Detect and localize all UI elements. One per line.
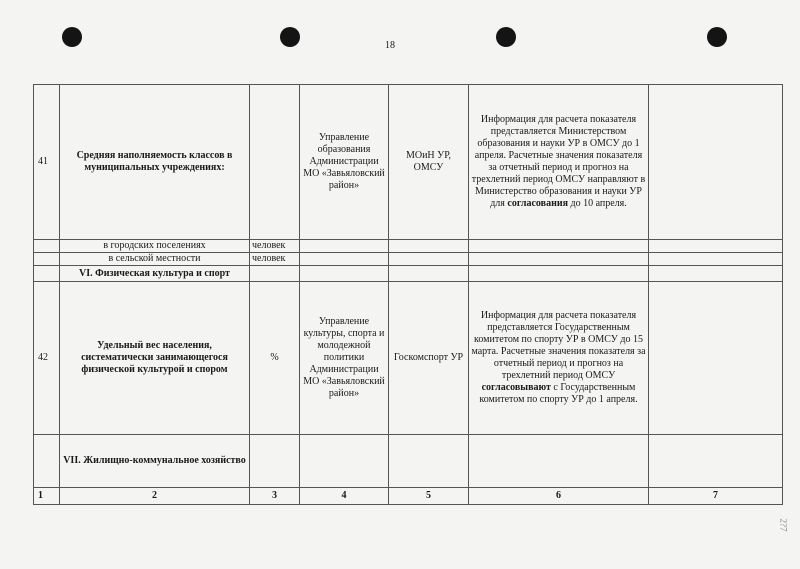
indicator-name: Удельный вес населения, систематически занимающегося физической культурой и спором: [60, 282, 250, 435]
column-number: 2: [60, 488, 250, 505]
section-row: [34, 266, 783, 282]
section-row: [34, 435, 783, 488]
table-row: [34, 253, 783, 266]
column-number: 3: [250, 488, 300, 505]
indicator-table: [33, 84, 783, 505]
column-number: 6: [469, 488, 649, 505]
section-heading: VII. Жилищно-коммунальное хозяйство: [60, 435, 250, 488]
emphasis-text: согласования: [507, 198, 568, 209]
responsible-cell: Управление образования Администрации МО «Завьяловский район»: [300, 85, 389, 240]
column-number: 4: [300, 488, 389, 505]
unit-cell: %: [250, 282, 300, 435]
subitem-name: в сельской местности: [60, 253, 250, 266]
source-cell: Госкомспорт УР: [389, 282, 469, 435]
responsible-cell: Управление культуры, спорта и молодежной политики Администрации МО «Завьяловский район»: [300, 282, 389, 435]
column-number-row: [34, 488, 783, 505]
binder-hole: [280, 27, 300, 47]
section-heading: VI. Физическая культура и спорт: [60, 266, 250, 282]
page-number: 18: [385, 40, 395, 51]
indicator-name: Средняя наполняемость классов в муниципальных учреждениях:: [60, 85, 250, 240]
unit-cell: [250, 85, 300, 240]
table-row: [34, 85, 783, 240]
source-cell: МОиН УР, ОМСУ: [389, 85, 469, 240]
column-number: 5: [389, 488, 469, 505]
column-number: 7: [649, 488, 783, 505]
emphasis-text: согласовывают: [481, 382, 551, 393]
subitem-name: в городских поселениях: [60, 240, 250, 253]
col7-cell: [649, 282, 783, 435]
col7-cell: [649, 85, 783, 240]
column-number: 1: [34, 488, 60, 505]
unit-cell: человек: [250, 253, 300, 266]
handwritten-mark: 2?7: [778, 518, 789, 532]
binder-hole: [707, 27, 727, 47]
row-number: 41: [34, 85, 60, 240]
binder-hole: [62, 27, 82, 47]
row-number: 42: [34, 282, 60, 435]
table-row: [34, 282, 783, 435]
table-row: [34, 240, 783, 253]
unit-cell: человек: [250, 240, 300, 253]
info-cell: Информация для расчета показателя представляется Государственным комитетом по спорту УР в ОМСУ до 15 марта. Расчетные значения показателя за отчетный период и прогноз на трехлетний период ОМСУ согласовывают с Государственным комитетом по спорту УР до 1 апреля.: [469, 282, 649, 435]
binder-hole: [496, 27, 516, 47]
info-cell: Информация для расчета показателя представляется Министерством образования и науки УР в ОМСУ до 1 апреля. Расчетные значения показателя за отчетный период и прогноз на трехлетний период ОМСУ направляют в Министерство образования и науки УР для согласования до 10 апреля.: [469, 85, 649, 240]
